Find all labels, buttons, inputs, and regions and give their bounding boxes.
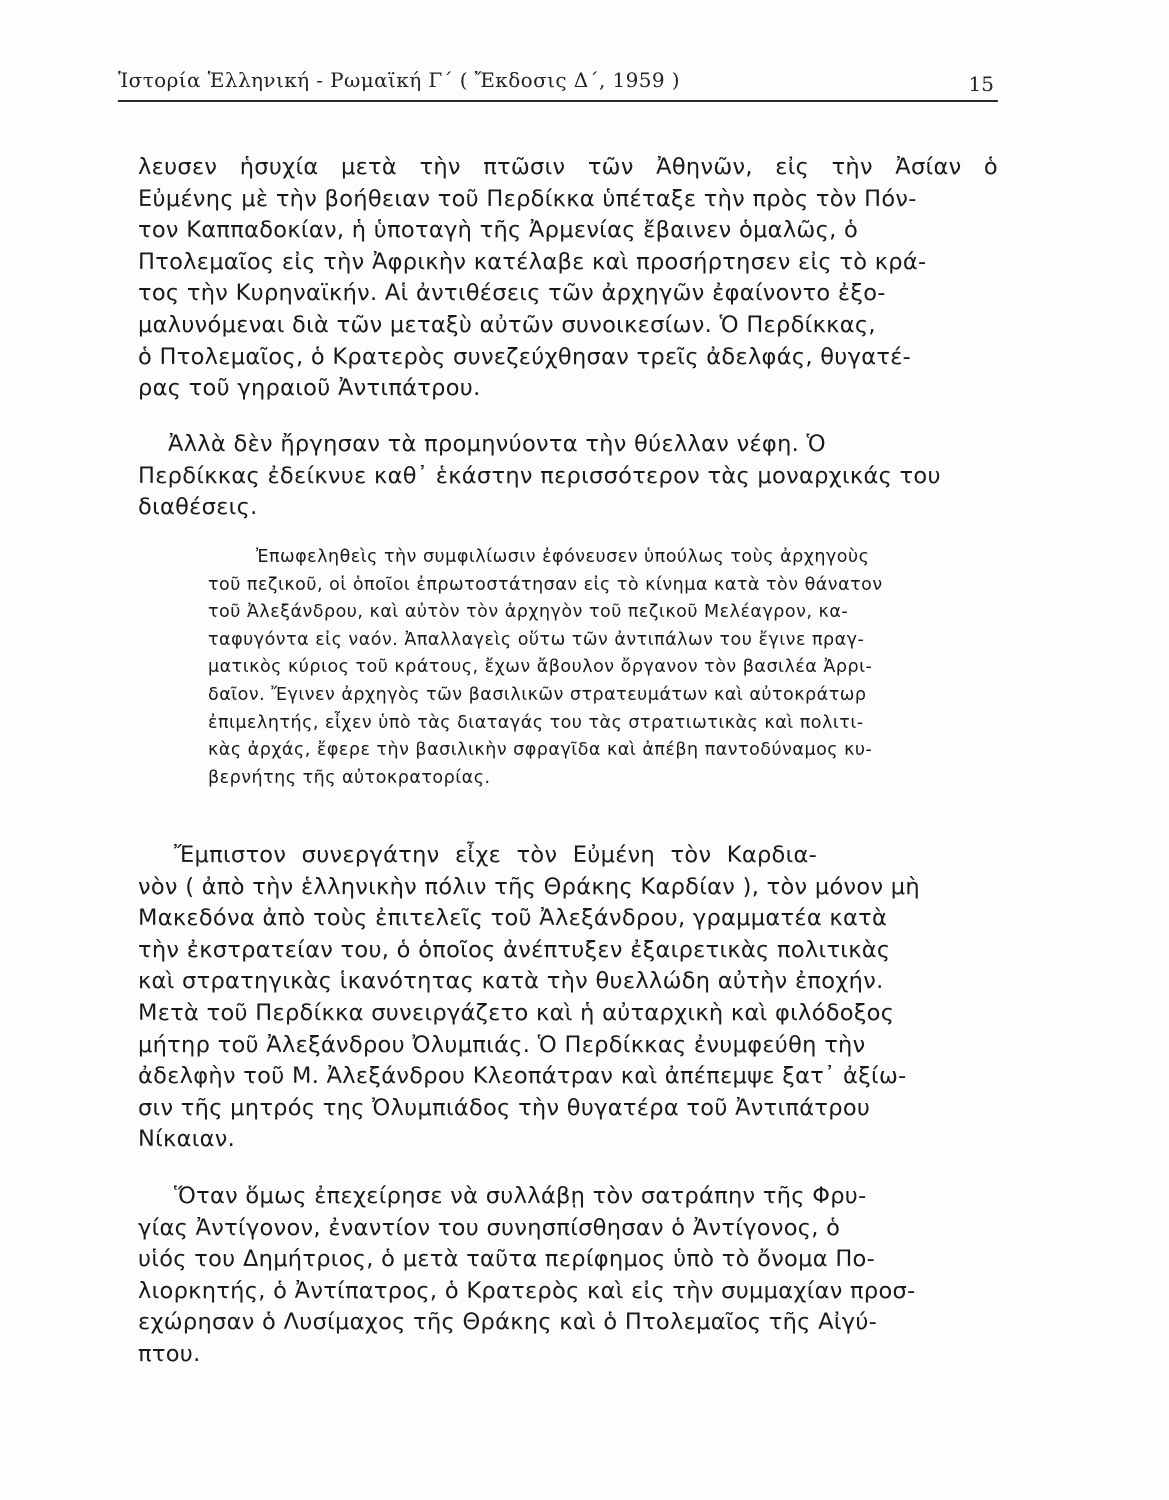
text-line: Ἀλλὰ δὲν ἤργησαν τὰ προμηνύοντα τὴν θύελλαν νέφη. Ὁ bbox=[168, 431, 826, 457]
text-line: λιορκητής, ὁ Ἀντίπατρος, ὁ Κρατερὸς καὶ εἰς τὴν συμμαχίαν προσ- bbox=[138, 1277, 916, 1304]
paragraph-4 bbox=[138, 1181, 998, 1371]
page-number: 15 bbox=[968, 72, 994, 96]
text-line: Περδίκκας ἐδείκνυε καθ᾽ ἑκάστην περισσότερον τὰς μοναρχικάς του bbox=[138, 462, 941, 489]
text-line: νὸν ( ἀπὸ τὴν ἑλληνικὴν πόλιν τῆς Θράκης Καρδίαν ), τὸν μόνον μὴ bbox=[138, 873, 920, 900]
text-line: πτου. bbox=[138, 1340, 201, 1367]
paragraph-2 bbox=[138, 429, 998, 524]
text-line: κὰς ἀρχάς, ἔφερε τὴν βασιλικὴν σφραγῖδα καὶ ἀπέβη παντοδύναμος κυ- bbox=[208, 740, 873, 761]
running-title: Ἱστορία Ἑλληνική - Ρωμαϊκή Γ΄ ( Ἔκδοσις Δ΄, 1959 ) bbox=[118, 68, 680, 92]
text-line: τοῦ Ἀλεξάνδρου, καὶ αὐτὸν τὸν ἀρχηγὸν τοῦ πεζικοῦ Μελέαγρον, κα- bbox=[208, 602, 849, 623]
text-line: τον Καππαδοκίαν, ἡ ὑποταγὴ τῆς Ἀρμενίας ἔβαινεν ὁμαλῶς, ὁ bbox=[138, 217, 859, 244]
header-rule bbox=[118, 100, 998, 102]
text-line: ἀδελφὴν τοῦ Μ. Ἀλεξάνδρου Κλεοπάτραν καὶ ἀπέπεμψε ξατ᾽ ἀξίω- bbox=[138, 1063, 907, 1090]
text-line: ρας τοῦ γηραιοῦ Ἀντιπάτρου. bbox=[138, 375, 481, 402]
paragraph-1 bbox=[138, 152, 998, 405]
text-line: Μακεδόνα ἀπὸ τοὺς ἐπιτελεῖς τοῦ Ἀλεξάνδρου, γραμματέα κατὰ bbox=[138, 905, 888, 932]
text-line: τος τὴν Κυρηναϊκήν. Αἱ ἀντιθέσεις τῶν ἀρχηγῶν ἐφαίνοντο ἐξο- bbox=[138, 280, 886, 307]
text-line: γίας Ἀντίγονον, ἐναντίον του συνησπίσθησαν ὁ Ἀντίγονος, ὁ bbox=[138, 1214, 841, 1241]
indented-passage bbox=[208, 544, 998, 792]
text-line: υἱός του Δημήτριος, ὁ μετὰ ταῦτα περίφημος ὑπὸ τὸ ὄνομα Πο- bbox=[138, 1246, 876, 1273]
text-line: Μετὰ τοῦ Περδίκκα συνειργάζετο καὶ ἡ αὐταρχικὴ καὶ φιλόδοξος bbox=[138, 999, 895, 1026]
text-line: σιν τῆς μητρός της Ὀλυμπιάδος τὴν θυγατέρα τοῦ Ἀντιπάτρου bbox=[138, 1094, 871, 1121]
text-line: καὶ στρατηγικὰς ἱκανότητας κατὰ τὴν θυελλώδη αὐτὴν ἐποχήν. bbox=[138, 968, 884, 995]
text-line: βερνήτης τῆς αὐτοκρατορίας. bbox=[208, 767, 491, 788]
text-line: ἐπιμελητής, εἶχεν ὑπὸ τὰς διαταγάς του τὰς στρατιωτικὰς καὶ πολιτι- bbox=[208, 712, 864, 733]
text-line: τὴν ἐκστρατείαν του, ὁ ὁποῖος ἀνέπτυξεν ἐξαιρετικὰς πολιτικὰς bbox=[138, 936, 891, 963]
running-header bbox=[118, 62, 998, 102]
text-line: Ἐπωφεληθεὶς τὴν συμφιλίωσιν ἐφόνευσεν ὑπούλως τοὺς ἀρχηγοὺς bbox=[256, 547, 870, 567]
text-line: ματικὸς κύριος τοῦ κράτους, ἔχων ἄβουλον ὄργανον τὸν βασιλέα Ἀρρι- bbox=[208, 657, 873, 678]
text-line: Εὐμένης μὲ τὴν βοήθειαν τοῦ Περδίκκα ὑπέταξε τὴν πρὸς τὸν Πόν- bbox=[138, 185, 917, 212]
text-line: Νίκαιαν. bbox=[138, 1126, 236, 1153]
text-line: Πτολεμαῖος εἰς τὴν Ἀφρικὴν κατέλαβε καὶ προσήρτησεν εἰς τὸ κρά- bbox=[138, 248, 927, 275]
text-line: διαθέσεις. bbox=[138, 494, 258, 521]
text-line: τοῦ πεζικοῦ, οἱ ὁποῖοι ἐπρωτοστάτησαν εἰς τὸ κίνημα κατὰ τὸν θάνατον bbox=[208, 574, 883, 595]
text-line: μαλυνόμεναι διὰ τῶν μεταξὺ αὐτῶν συνοικεσίων. Ὁ Περδίκκας, bbox=[138, 311, 876, 338]
text-line: Ἔμπιστον συνεργάτην εἶχε τὸν Εὐμένη τὸν Καρδια- bbox=[174, 842, 818, 868]
text-line: εχώρησαν ὁ Λυσίμαχος τῆς Θράκης καὶ ὁ Πτολεμαῖος τῆς Αἰγύ- bbox=[138, 1309, 878, 1336]
text-line: μήτηρ τοῦ Ἀλεξάνδρου Ὀλυμπιάς. Ὁ Περδίκκας ἐνυμφεύθη τὴν bbox=[138, 1031, 866, 1058]
text-line: Ὅταν ὅμως ἐπεχείρησε νὰ συλλάβῃ τὸν σατράπην τῆς Φρυ- bbox=[174, 1183, 867, 1209]
text-line: δαῖον. Ἔγινεν ἀρχηγὸς τῶν βασιλικῶν στρατευμάτων καὶ αὐτοκράτωρ bbox=[208, 684, 867, 705]
paragraph-3 bbox=[138, 840, 998, 1156]
text-line: ταφυγόντα εἰς ναόν. Ἀπαλλαγεὶς οὕτω τῶν ἀντιπάλων του ἔγινε πραγ- bbox=[208, 629, 865, 650]
text-line: λευσεν ἡσυχία μετὰ τὴν πτῶσιν τῶν Ἀθηνῶν, εἰς τὴν Ἀσίαν ὁ bbox=[138, 154, 998, 180]
text-line: ὁ Πτολεμαῖος, ὁ Κρατερὸς συνεζεύχθησαν τρεῖς ἀδελφάς, θυγατέ- bbox=[138, 343, 912, 370]
